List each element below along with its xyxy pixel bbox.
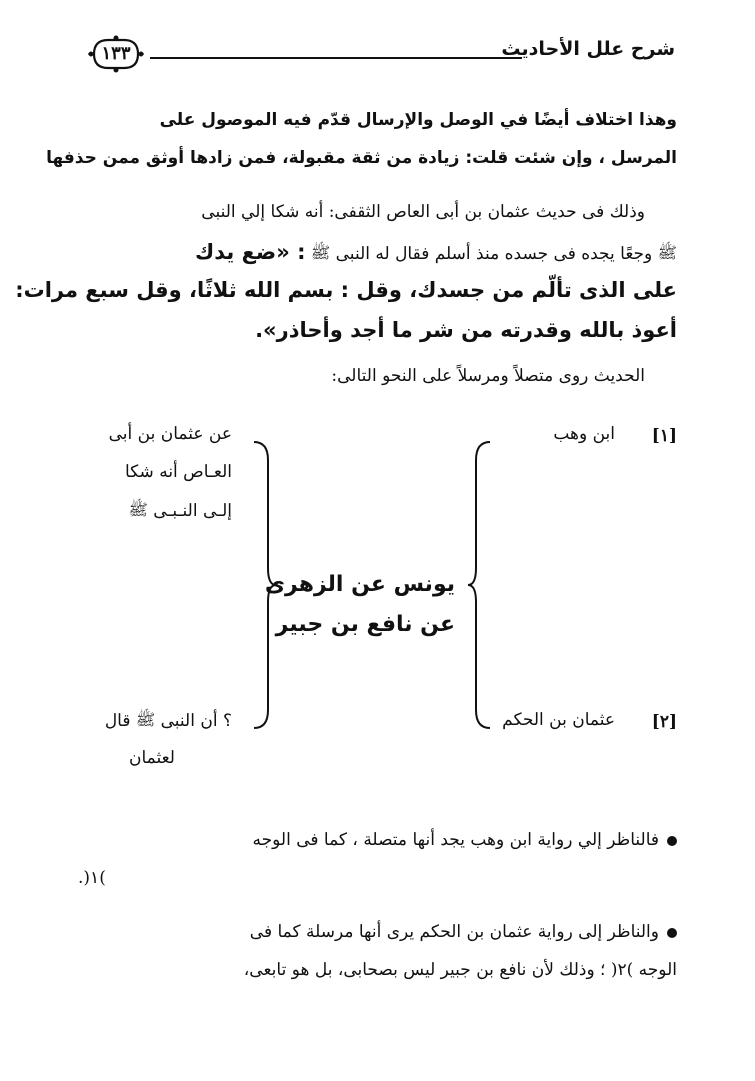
bullet-1-line-1: فالناظر إلي رواية ابن وهب يجد أنها متصلة ، كما فى الوجه (253, 830, 677, 850)
salutation-icon: ﷺ (128, 500, 148, 519)
bullet-icon (667, 928, 677, 938)
hadith-line-1: وذلك فى حديث عثمان بن أبى العاص الثقفى: أنه شكا إلي النبى (201, 202, 645, 222)
hadith-line-2: ﷺ وجعًا يجده فى جسده منذ أسلم فقال له النبى ﷺ : «ضع يدك (195, 240, 677, 264)
bullet-1-line-2: )١(. (78, 868, 106, 888)
ending-2-line-1: ؟ أن النبى ﷺ قال (104, 710, 232, 731)
chain-label-2: [٢] (651, 712, 677, 732)
salutation-icon: ﷺ (657, 243, 677, 262)
narrator-1: ابن وهب (553, 424, 615, 444)
salutation-icon: ﷺ (310, 243, 331, 262)
ending-1-line-2: العـاص أنه شكا (124, 462, 232, 482)
header-rule (150, 57, 522, 59)
common-link-line-2: عن نافع بن جبير (275, 612, 455, 637)
page-number-badge (82, 34, 150, 74)
intro-line-2: المرسل ، وإن شئت قلت: زيادة من ثقة مقبولة، فمن زادها أوثق ممن حذفها (46, 148, 677, 168)
salutation-icon: ﷺ (135, 710, 156, 729)
running-title: شرح علل الأحاديث (501, 38, 675, 60)
ending-1-line-3: إلـى النـبـى ﷺ (128, 500, 232, 521)
right-brace-icon (466, 440, 496, 730)
hadith-line-4: أعوذ بالله وقدرته من شر ما أجد وأحاذر». (255, 318, 677, 342)
bullet-2-line-1: والناظر إلى رواية عثمان بن الحكم يرى أنها مرسلة كما فى (250, 922, 677, 942)
intro-line-1: وهذا اختلاف أيضًا في الوصل والإرسال قدّم فيه الموصول على (159, 110, 677, 130)
ending-2-line-2: لعثمان (128, 748, 175, 768)
page-number: ١٣٣ (101, 43, 131, 64)
diagram-intro: الحديث روى متصلاً ومرسلاً على النحو التالى: (331, 366, 645, 386)
bullet-2-line-2: الوجه )٢( ؛ وذلك لأن نافع بن جبير ليس بصحابى، بل هو تابعى، (243, 960, 677, 980)
hadith-line-3: على الذى تألّم من جسدك، وقل : بسم الله ثلاثًا، وقل سبع مرات: (15, 278, 677, 302)
ending-1-line-1: عن عثمان بن أبى (108, 424, 232, 444)
narrator-2: عثمان بن الحكم (502, 710, 615, 730)
bullet-icon (667, 836, 677, 846)
common-link-line-1: يونس عن الزهرى (264, 572, 455, 597)
chain-label-1: [١] (651, 426, 677, 446)
